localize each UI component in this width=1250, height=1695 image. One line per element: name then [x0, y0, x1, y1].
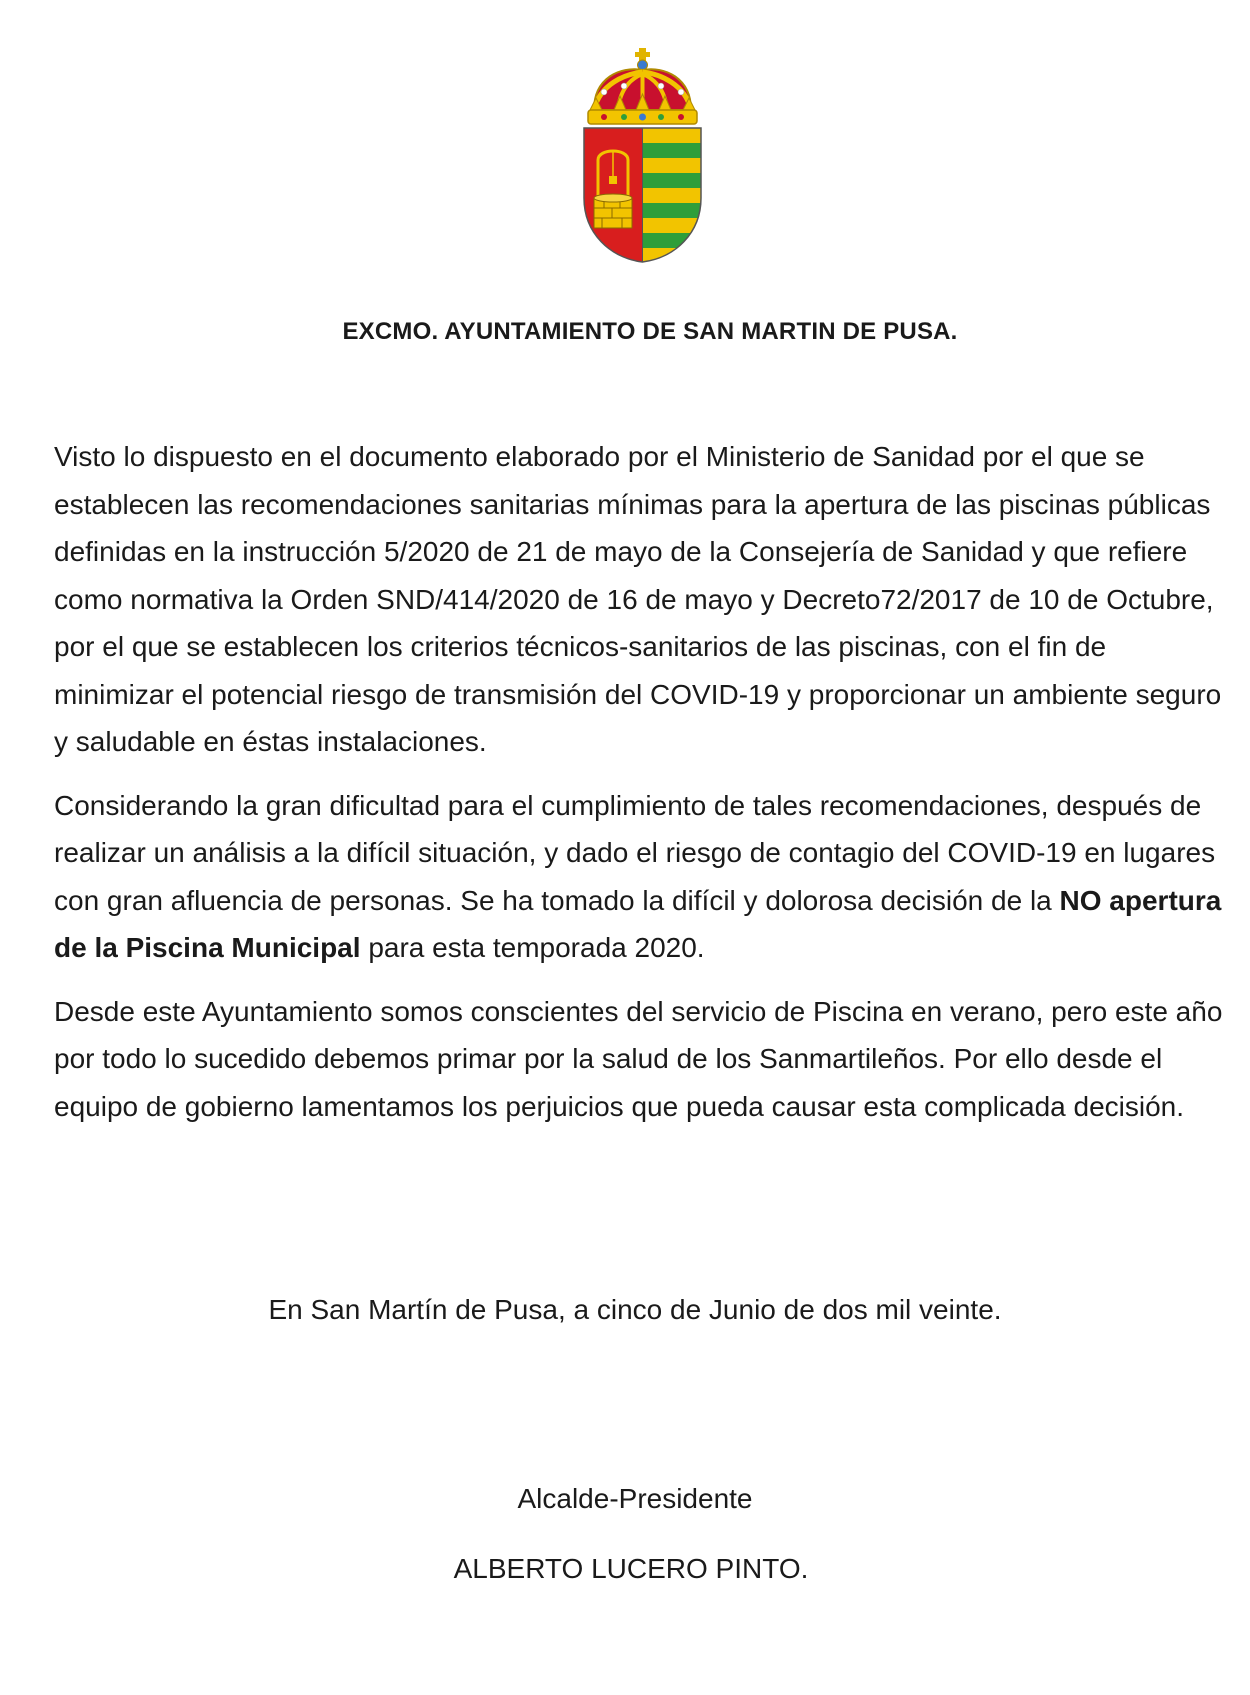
paragraph-emphasis: NO apertura de la Piscina Municipal [54, 884, 1222, 963]
paragraph-text: Visto lo dispuesto en el documento elaborado por el Ministerio de Sanidad por el que se establecen las recomendaciones sanitarias mínimas para la apertura de las piscinas públicas definidas en la instrucción 5/2020 de 21 de mayo de la Consejería de Sanidad y que refiere como normativa la Orden SND/414/2020 de 16 de mayo y Decreto72/2017 de 10 de Octubre, por el que se establecen los criterios técnicos-sanitarios de las piscinas, con el fin de minimizar el potencial riesgo de transmisión del COVID-19 y proporcionar un ambiente seguro y saludable en éstas instalaciones. [54, 441, 1222, 757]
coat-of-arms-icon [580, 48, 705, 263]
signature-role: Alcalde-Presidente [517, 1483, 753, 1514]
paragraph-2 [54, 782, 1229, 972]
paragraph-1 [54, 433, 1229, 766]
place-date-line: En San Martín de Pusa, a cinco de Junio de dos mil veinte. [268, 1294, 1002, 1325]
document-body [54, 433, 1229, 1146]
paragraph-3 [54, 988, 1229, 1131]
paragraph-text: para esta temporada 2020. [360, 932, 705, 963]
document-header-title: EXCMO. AYUNTAMIENTO DE SAN MARTIN DE PUSA. [342, 318, 958, 345]
paragraph-text: Desde este Ayuntamiento somos conscientes del servicio de Piscina en verano, pero este año por todo lo sucedido debemos primar por la salud de los Sanmartileños. Por ello desde el equipo de gobierno lamentamos los perjuicios que pueda causar esta complicada decisión. [54, 995, 1223, 1122]
signature-name: ALBERTO LUCERO PINTO. [453, 1553, 809, 1584]
paragraph-text: Considerando la gran dificultad para el cumplimiento de tales recomendaciones, después de realizar un análisis a la difícil situación, y dado el riesgo de contagio del COVID-19 en lugares con gran afluencia de personas. Se ha tomado la difícil y dolorosa decisión de la [54, 789, 1216, 916]
